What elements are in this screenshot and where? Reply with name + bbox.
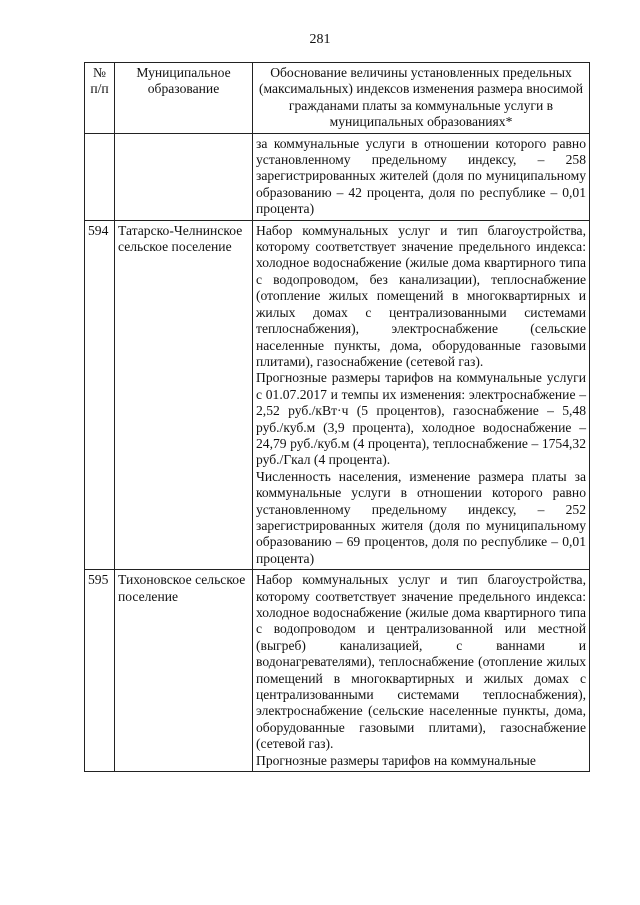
basis-paragraph: Прогнозные размеры тарифов на коммунальные услуги с 01.07.2017 и темпы их изменения: электроснабжение – 2,52 руб./кВт·ч (5 процентов), газоснабжение – 5,48 руб./куб.м (3,9 процента), холодное водоснабжение – 24,79 руб./куб.м (4 процента), теплоснабжение – 1754,32 руб./Гкал (4 процента). — [256, 370, 586, 468]
row-basis — [253, 220, 590, 570]
table-row — [85, 220, 590, 570]
row-number — [85, 133, 115, 220]
row-municipality: Татарско-Челнинское сельское поселение — [115, 220, 253, 570]
tariff-table — [84, 62, 590, 772]
table-header-row — [85, 63, 590, 134]
header-basis: Обоснование величины установленных предельных (максимальных) индексов изменения размера вносимой гражданами платы за коммунальные услуги в муниципальных образованиях* — [253, 63, 590, 134]
basis-paragraph: за коммунальные услуги в отношении которого равно установленному предельному индексу, – 258 зарегистрированных жителей (доля по муниципальному образованию – 42 процента, доля по республике – 0,01 процента) — [256, 135, 586, 217]
header-number: № п/п — [85, 63, 115, 134]
row-number: 595 — [85, 570, 115, 772]
page-number: 281 — [309, 32, 331, 47]
basis-paragraph: Набор коммунальных услуг и тип благоустройства, которому соответствует значение предельного индекса: холодное водоснабжение (жилые дома квартирного типа с водопроводом, без канализации), теплоснабжение (отопление жилых помещений в многоквартирных и жилых домах с централизованными системами теплоснабжения), электроснабжение (сельские населенные пункты, дома, оборудованные газовыми плитами), газоснабжение (сетевой газ). — [256, 222, 586, 369]
table-row — [85, 133, 590, 220]
basis-paragraph: Набор коммунальных услуг и тип благоустройства, которому соответствует значение предельного индекса: холодное водоснабжение (жилые дома квартирного типа с водопроводом и централизованной или местной (выгреб) канализацией, с ваннами и водонагревателями), теплоснабжение (отопление жилых помещений в многоквартирных и жилых домах с централизованными системами теплоснабжения), электроснабжение (сельские населенные пункты, дома, оборудованные газовыми плитами), газоснабжение (сетевой газ). — [256, 572, 586, 752]
table-row — [85, 570, 590, 772]
header-municipality: Муниципальное образование — [115, 63, 253, 134]
row-basis — [253, 133, 590, 220]
basis-paragraph: Прогнозные размеры тарифов на коммунальные — [256, 752, 536, 768]
row-municipality: Тихоновское сельское поселение — [115, 570, 253, 772]
row-municipality — [115, 133, 253, 220]
row-number: 594 — [85, 220, 115, 570]
row-basis — [253, 570, 590, 772]
basis-paragraph: Численность населения, изменение размера платы за коммунальные услуги в отношении которого равно установленному предельному индексу, – 252 зарегистрированных жителя (доля по муниципальному образованию – 69 процентов, доля по республике – 0,01 процента) — [256, 468, 586, 566]
